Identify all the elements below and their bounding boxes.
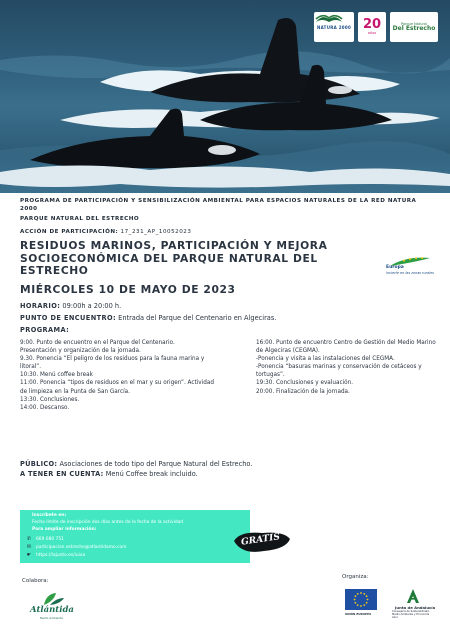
agenda-item: 13:30. Conclusiones.	[20, 396, 80, 403]
event-date: MIÉRCOLES 10 DE MAYO DE 2023	[20, 283, 236, 296]
inscription-title: Inscríbete en:	[32, 513, 67, 518]
estrecho-name: Del Estrecho	[392, 25, 436, 32]
europa-name: Europa	[386, 265, 404, 270]
accion-line	[20, 229, 191, 235]
union-europea-logo	[345, 589, 377, 616]
event-title: RESIDUOS MARINOS, PARTICIPACIÓN Y MEJORA SOCIOECONÓMICA DEL PARQUE NATURAL DEL ESTRECHO	[20, 239, 328, 277]
natura-2000-text: NATURA 2000	[316, 24, 352, 30]
junta-emblem-icon	[392, 588, 434, 604]
parque-line: PARQUE NATURAL DEL ESTRECHO	[20, 216, 140, 222]
estrecho-pre: Parque Natural	[400, 22, 428, 26]
atlantida-sub: Medio Ambiente	[40, 616, 63, 620]
agenda-item: 14:00. Descanso.	[20, 404, 70, 411]
agenda-item: 10:30. Menú coffee break	[20, 372, 93, 379]
gratis-text: GRATIS	[240, 532, 281, 548]
agenda-afternoon	[256, 339, 436, 396]
accion-code: 17_231_AP_10052023	[120, 229, 192, 235]
inscription-band	[20, 510, 250, 563]
junta-andalucia-logo	[392, 588, 434, 620]
europa-rural-logo	[386, 253, 434, 279]
publico-value: Asociaciones de todo tipo del Parque Natural del Estrecho.	[59, 460, 253, 468]
agenda-item: 9.30. Ponencia “El peligro de los residuos para la fauna marina y litoral”.	[20, 356, 205, 371]
punto-label: PUNTO DE ENCUENTRO:	[20, 314, 117, 322]
program-line: PROGRAMA DE PARTICIPACIÓN Y SENSIBILIZACIÓN AMBIENTAL PARA ESPACIOS NATURALES DE LA RED NATURA 2000	[20, 198, 417, 212]
colabora-label: Colabora:	[22, 578, 49, 584]
accion-label: ACCIÓN DE PARTICIPACIÓN:	[20, 229, 119, 235]
atlantida-name: Atlántida	[30, 605, 74, 615]
programa-heading: PROGRAMA:	[20, 326, 70, 334]
url-row[interactable]	[26, 552, 85, 558]
gratis-badge	[232, 527, 292, 557]
email-row[interactable]	[26, 544, 126, 550]
agenda-item: -Ponencia y visita a las instalaciones del CEGMA.	[256, 356, 395, 363]
anniversary-logo	[358, 12, 386, 42]
publico-line	[20, 460, 252, 468]
anniversary-number: 20	[362, 17, 382, 32]
agenda-item: 9:00. Punto de encuentro en el Parque del Centenario.	[20, 340, 175, 346]
tener-line	[20, 470, 198, 478]
horario-line	[20, 302, 121, 310]
agenda-item: 19:30. Conclusiones y evaluación.	[256, 380, 354, 387]
phone-icon: ✆	[26, 536, 32, 542]
agenda-item: Presentación y organización de la jornada.	[20, 348, 141, 355]
andalucia-name: Junta de Andalucía	[395, 605, 436, 610]
ue-caption: UNIÓN EUROPEA	[345, 612, 372, 616]
mail-icon: ✉	[26, 544, 32, 550]
agenda-item: 20:00. Finalización de la jornada.	[256, 388, 350, 395]
tener-value: Menú Coffee break incluido.	[105, 470, 198, 478]
anniversary-sub: años	[367, 31, 377, 35]
agenda-item: 11:00. Ponencia “tipos de residuos en el mar y su origen”. Actividad de limpieza en la Punta de San García.	[20, 380, 214, 395]
organiza-label: Organiza:	[342, 574, 369, 580]
phone-row[interactable]	[26, 536, 64, 542]
atlantida-leaf-icon	[26, 592, 78, 606]
wave-icon	[314, 12, 344, 22]
atlantida-logo	[26, 591, 78, 621]
europa-tagline: invierte en las zonas rurales	[386, 271, 434, 275]
agenda-item: -Ponencia “basuras marinas y conservación de cetáceos y tortugas”.	[256, 364, 422, 379]
punto-value: Entrada del Parque del Centenario en Algeciras.	[118, 314, 277, 322]
horario-value: 09:00h a 20:00 h.	[62, 302, 122, 310]
hero-photo	[0, 0, 450, 193]
andalucia-sub: Consejería de Sostenibilidad, Medio Ambiente y Economía Azul	[392, 610, 430, 619]
inscription-url: https://lajunto.es/iuixa	[36, 552, 86, 558]
partner-logos	[314, 12, 438, 42]
agenda-morning	[20, 339, 220, 412]
phone-number: 669 080 751	[36, 536, 64, 542]
inscription-more: Para ampliar información:	[32, 527, 97, 532]
publico-label: PÚBLICO:	[20, 460, 58, 468]
tener-label: A TENER EN CUENTA:	[20, 470, 104, 478]
horario-label: HORARIO:	[20, 302, 61, 310]
email-address: participacion.estrecho@atlantidamo.com	[36, 544, 127, 550]
parque-estrecho-logo	[390, 12, 438, 42]
punto-line	[20, 314, 276, 322]
agenda-item: 16:00. Punto de encuentro Centro de Gestión del Medio Marino de Algeciras (CEGMA).	[256, 340, 436, 355]
inscription-deadline: Fecha límite de inscripción dos días antes de la fecha de la actividad	[32, 520, 184, 525]
cursor-icon: ☛	[26, 552, 32, 558]
eu-flag-icon	[345, 589, 377, 610]
